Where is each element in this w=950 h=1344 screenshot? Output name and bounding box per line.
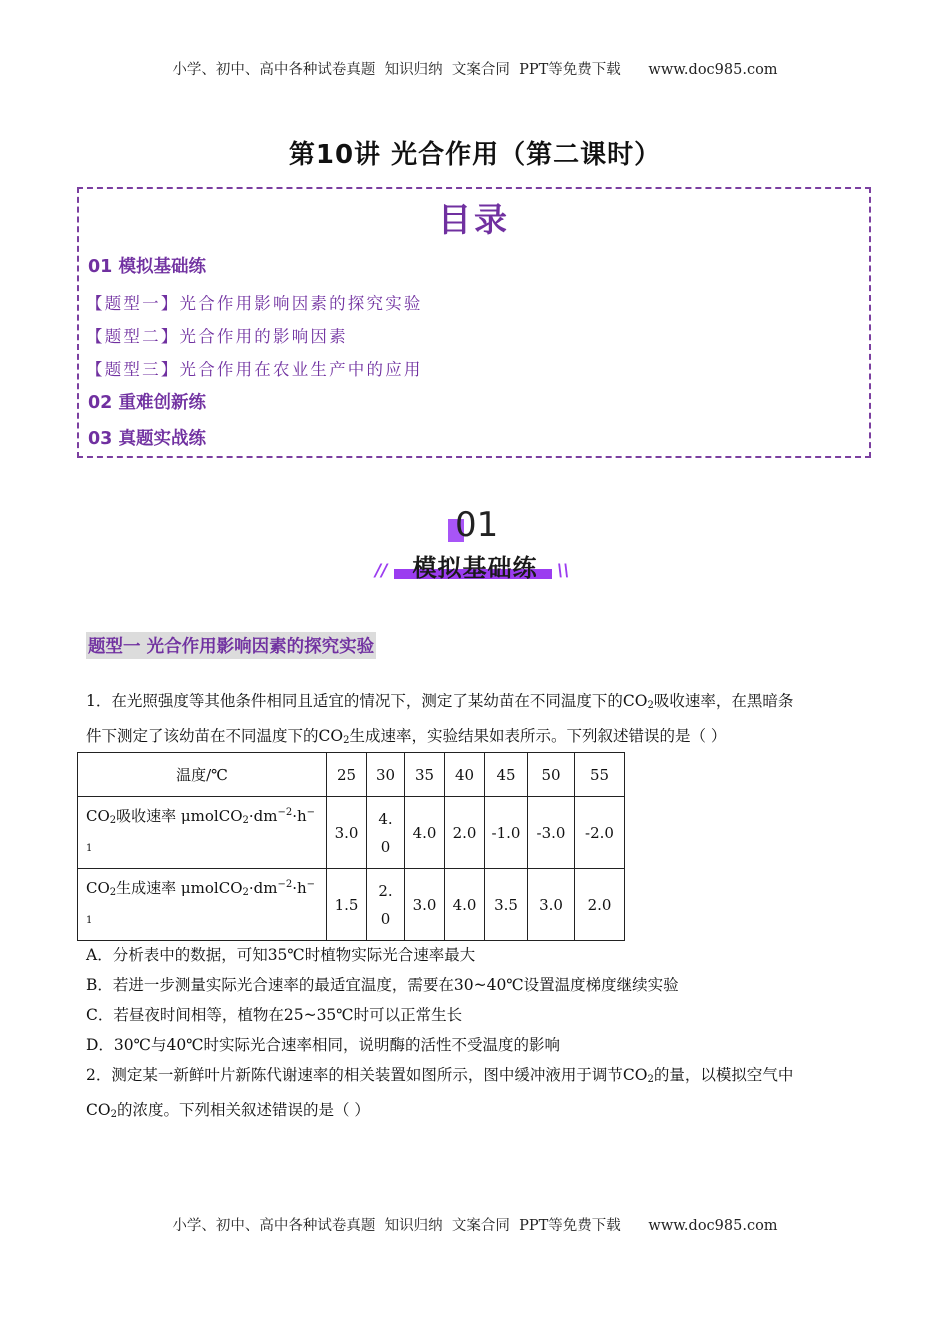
- data-table: [77, 752, 625, 941]
- toc-heading: 目录: [438, 200, 510, 239]
- table-cell: -2.0: [575, 797, 625, 869]
- option-c[interactable]: C．若昼夜时间相等，植物在25~35℃时可以正常生长: [86, 1006, 463, 1024]
- option-b[interactable]: B．若进一步测量实际光合速率的最适宜温度，需要在30~40℃设置温度梯度继续实验: [86, 976, 679, 994]
- toc-section-3[interactable]: 03 真题实战练: [88, 429, 206, 449]
- table-cell: 2.0: [575, 869, 625, 941]
- question-2-stem: 2．测定某一新鲜叶片新陈代谢速率的相关装置如图所示，图中缓冲液用于调节$CO_2$的量，以模拟空气中 $CO_2$的浓度。下列相关叙述错误的是（ ）: [86, 1066, 794, 1120]
- table-cell: 50: [528, 753, 575, 797]
- table-row: [78, 797, 625, 869]
- table-row: [78, 753, 625, 797]
- table-cell: 3.5: [485, 869, 528, 941]
- banner-number: 01: [455, 505, 499, 545]
- toc-type-3[interactable]: 【题型三】光合作用在农业生产中的应用: [86, 360, 423, 379]
- row-label-co2-absorption: $CO_2$吸收速率 $\mu molCO_2\cdot dm^{-2}\cdot h^-$ $^1$: [78, 797, 327, 869]
- table-row: [78, 869, 625, 941]
- table-header-label: 温度/℃: [78, 753, 327, 797]
- table-cell: 3.0: [405, 869, 445, 941]
- option-d[interactable]: D．30℃与40℃时实际光合速率相同，说明酶的活性不受温度的影响: [86, 1036, 561, 1054]
- table-cell: 2.0: [445, 797, 485, 869]
- banner-right-slash: \\: [557, 561, 570, 581]
- row-label-co2-generation: $CO_2$生成速率 $\mu molCO_2\cdot dm^{-2}\cdot h^-$ $^1$: [78, 869, 327, 941]
- toc-section-1[interactable]: 01 模拟基础练: [88, 257, 206, 277]
- table-cell: 55: [575, 753, 625, 797]
- banner-title: 模拟基础练: [412, 554, 538, 582]
- table-cell: 40: [445, 753, 485, 797]
- banner-left-slash: //: [375, 561, 388, 581]
- page-header: 小学、初中、高中各种试卷真题 知识归纳 文案合同 PPT等免费下载 www.doc985.com: [172, 62, 778, 78]
- section-banner: [370, 505, 580, 585]
- table-cell: -1.0: [485, 797, 528, 869]
- table-cell: 1.5: [327, 869, 367, 941]
- type-heading: 题型一 光合作用影响因素的探究实验: [86, 632, 376, 659]
- table-cell: 30: [367, 753, 405, 797]
- table-cell: 2. 0: [367, 869, 405, 941]
- table-of-contents: [77, 187, 871, 458]
- table-cell: 3.0: [528, 869, 575, 941]
- toc-section-2[interactable]: 02 重难创新练: [88, 393, 206, 413]
- table-cell: -3.0: [528, 797, 575, 869]
- table-cell: 25: [327, 753, 367, 797]
- table-cell: 4.0: [445, 869, 485, 941]
- table-cell: 4.0: [405, 797, 445, 869]
- toc-type-2[interactable]: 【题型二】光合作用的影响因素: [86, 327, 348, 346]
- page-footer: 小学、初中、高中各种试卷真题 知识归纳 文案合同 PPT等免费下载 www.doc985.com: [172, 1218, 778, 1234]
- document-title: 第10讲 光合作用（第二课时）: [288, 140, 662, 170]
- table-cell: 4. 0: [367, 797, 405, 869]
- option-a[interactable]: A．分析表中的数据，可知35℃时植物实际光合速率最大: [86, 946, 476, 964]
- table-cell: 35: [405, 753, 445, 797]
- toc-type-1[interactable]: 【题型一】光合作用影响因素的探究实验: [86, 294, 423, 313]
- table-cell: 3.0: [327, 797, 367, 869]
- table-cell: 45: [485, 753, 528, 797]
- question-1-stem: 1．在光照强度等其他条件相同且适宜的情况下，测定了某幼苗在不同温度下的$CO_2$吸收速率，在黑暗条 件下测定了该幼苗在不同温度下的$CO_2$生成速率，实验结果如表所示。下列叙述错误的是（ ）: [86, 692, 794, 746]
